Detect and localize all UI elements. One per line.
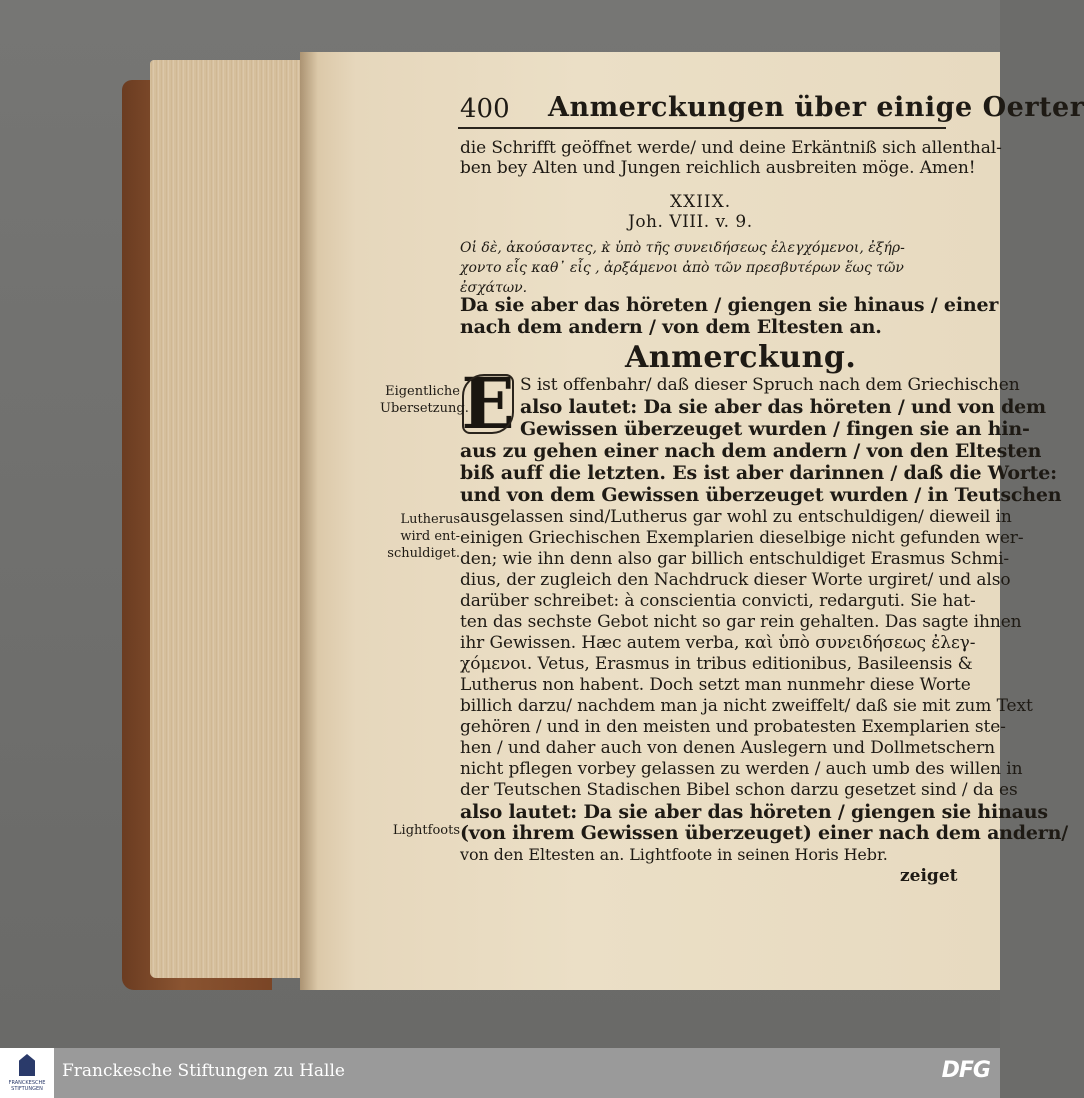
margin-note: schuldiget. [387, 546, 460, 561]
body-line: aus zu gehen einer nach dem andern / von den Eltesten [460, 440, 1042, 462]
body-line: ausgelassen sind/Lutherus gar wohl zu entschuldigen/ dieweil in [460, 507, 1012, 527]
greek-line: Οἱ δὲ, ἀκούσαντες, κ̀ ὑπὸ τῆς συνειδήσεως ἐλεγχόμενοι, ἐξήρ- [460, 240, 905, 256]
building-icon [19, 1054, 35, 1076]
viewer-footer [0, 1048, 1000, 1098]
initial-letter: E [461, 362, 515, 445]
body-line: ten das sechste Gebot nicht so gar rein gehalten. Das sagte ihnen [460, 612, 1022, 632]
institution-logo[interactable] [0, 1048, 54, 1098]
body-line: der Teutschen Stadischen Bibel schon darzu gesetzet sind / da es [460, 780, 1018, 800]
margin-note: Eigentliche [385, 384, 460, 399]
body-line: S ist offenbahr/ daß dieser Spruch nach dem Griechischen [520, 375, 1020, 395]
section-heading: Anmerckung. [625, 340, 857, 375]
initial-ornament [462, 374, 514, 434]
body-line: billich darzu/ nachdem man ja nicht zweiffelt/ daß sie mit zum Text [460, 696, 1033, 716]
verse-line: nach dem andern / von dem Eltesten an. [460, 316, 882, 338]
greek-line: χοντο εἷς καθ᾽ εἷς , ἀρξάμενοι ἀπὸ τῶν πρεσβυτέρων ἕως τῶν [460, 260, 904, 276]
dfg-logo[interactable]: DFG [941, 1058, 990, 1083]
margin-note: wird ent- [400, 529, 460, 544]
body-line: (von ihrem Gewissen überzeuget) einer nach dem andern/ [460, 822, 1068, 844]
page-stack [150, 60, 300, 978]
body-line: also lautet: Da sie aber das höreten / und von dem [520, 396, 1046, 418]
body-line: gehören / und in den meisten und probatesten Exemplarien ste- [460, 717, 1006, 737]
intro-line: die Schrifft geöffnet werde/ und deine Erkäntniß sich allenthal- [460, 138, 1002, 158]
catchword: zeiget [900, 866, 958, 886]
intro-line: ben bey Alten und Jungen reichlich ausbreiten möge. Amen! [460, 158, 976, 178]
margin-note: Ubersetzung. [380, 401, 469, 416]
page-gutter-shadow [300, 52, 318, 990]
body-line: Gewissen überzeuget wurden / fingen sie an hin- [520, 418, 1030, 440]
body-line: hen / und daher auch von denen Auslegern und Dollmetschern [460, 738, 996, 758]
body-line: nicht pflegen vorbey gelassen zu werden / auch umb des willen in [460, 759, 1023, 779]
body-line: Lutherus non habent. Doch setzt man nunmehr diese Worte [460, 675, 971, 695]
verse-line: Da sie aber das höreten / giengen sie hinaus / einer [460, 294, 999, 316]
body-line: den; wie ihn denn also gar billich entschuldiget Erasmus Schmi- [460, 549, 1010, 569]
margin-note: Lutherus [400, 512, 460, 527]
body-line: also lautet: Da sie aber das höreten / giengen sie hinaus [460, 801, 1048, 823]
logo-text: FRANCKESCHE STIFTUNGEN [8, 1080, 46, 1092]
body-line: und von dem Gewissen überzeuget wurden / in Teutschen [460, 484, 1062, 506]
header-rule [458, 127, 946, 129]
body-line: einigen Griechischen Exemplarien dieselbige nicht gefunden wer- [460, 528, 1024, 548]
page-number: 400 [460, 94, 510, 124]
body-line: dius, der zugleich den Nachdruck dieser Worte urgiret/ und also [460, 570, 1011, 590]
margin-note: Lightfoots [392, 823, 460, 838]
greek-line: ἐσχάτων. [460, 280, 528, 296]
body-line: darüber schreibet: à conscientia convicti, redarguti. Sie hat- [460, 591, 976, 611]
verse-reference: Joh. VIII. v. 9. [628, 212, 753, 232]
section-number: XXIIX. [670, 192, 732, 212]
institution-name[interactable]: Franckesche Stiftungen zu Halle [62, 1061, 345, 1081]
body-line: ihr Gewissen. Hæc autem verba, καὶ ὑπὸ συνειδήσεως ἐλεγ- [460, 633, 976, 653]
body-line: χόμενοι. Vetus, Erasmus in tribus editionibus, Basileensis & [460, 654, 973, 674]
running-title: Anmerckungen über einige Oerter [548, 92, 1084, 123]
body-line: von den Eltesten an. Lightfoote in seinen Horis Hebr. [460, 845, 888, 864]
body-line: biß auff die letzten. Es ist aber darinnen / daß die Worte: [460, 462, 1057, 484]
